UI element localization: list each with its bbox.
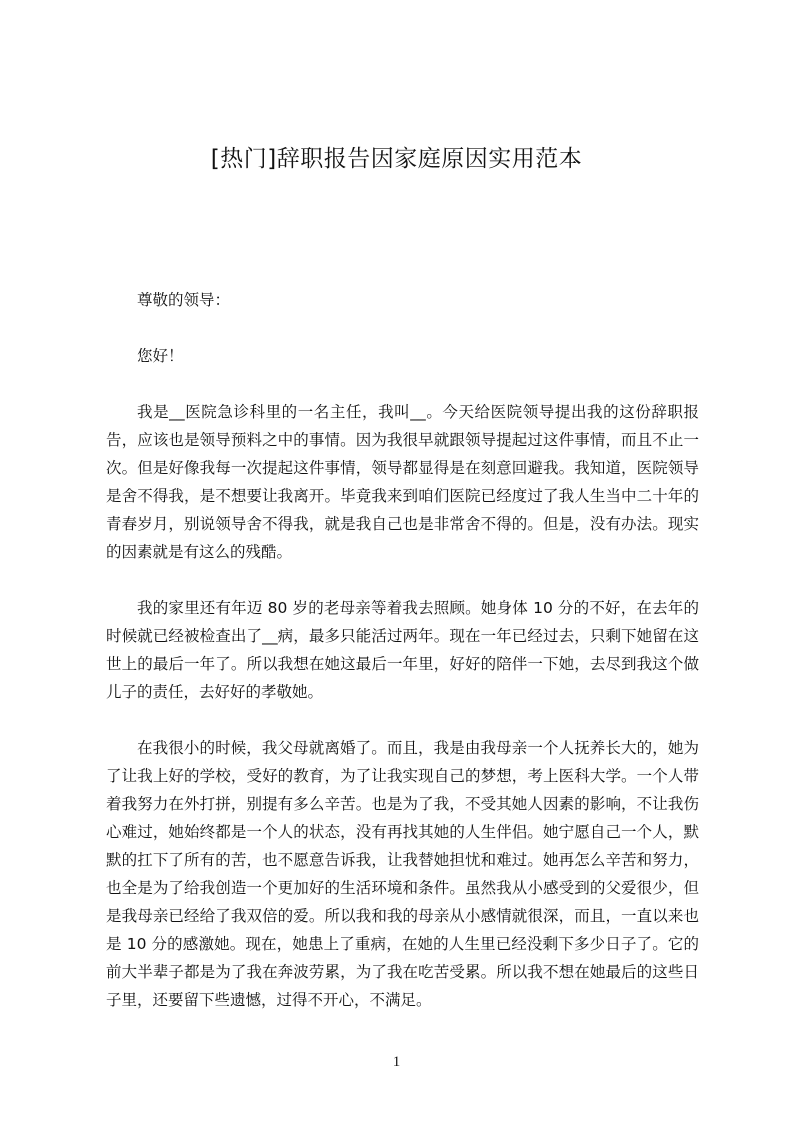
greeting: 您好！ <box>137 347 184 365</box>
document-title: [热门]辞职报告因家庭原因实用范本 <box>210 146 583 172</box>
body-paragraph-3: 在我很小的时候，我父母就离婚了。而且，我是由我母亲一个人抚养长大的，她为了让我上好的学校，受好的教育，为了让我实现自己的梦想，考上医科大学。一个人带着我努力在外打拼，别提有多么辛苦。也是为了我，不受其她人因素的影响，不让我伤心难过，她始终都是一个人的状态，没有再找其她的人生伴侣。她宁愿自己一个人，默默的扛下了所有的苦，也不愿意告诉我，让我替她担忧和难过。她再怎么辛苦和努力，也全是为了给我创造一个更加好的生活环境和条件。虽然我从小感受到的父爱很少，但是我母亲已经给了我双倍的爱。所以我和我的母亲从小感情就很深，而且，一直以来也是 10 分的感激她。现在，她患上了重病，在她的人生里已经没剩下多少日子了。它的前大半辈子都是为了我在奔波劳累，为了我在吃苦受累。所以我不想在她最后的这些日子里，还要留下些遗憾，过得不开心，不满足。 <box>106 739 699 1009</box>
body-paragraph-1: 我是__医院急诊科里的一名主任，我叫__。今天给医院领导提出我的这份辞职报告，应该也是领导预料之中的事情。因为我很早就跟领导提起过这件事情，而且不止一次。但是好像我每一次提起这件事情，领导都显得是在刻意回避我。我知道，医院领导是舍不得我，是不想要让我离开。毕竟我来到咱们医院已经度过了我人生当中二十年的青春岁月，别说领导舍不得我，就是我自己也是非常舍不得的。但是，没有办法。现实的因素就是有这么的残酷。 <box>106 403 699 561</box>
page-number: 1 <box>392 1054 401 1070</box>
salutation: 尊敬的领导： <box>137 291 231 309</box>
document-body <box>106 286 699 1042</box>
body-paragraph-2: 我的家里还有年迈 80 岁的老母亲等着我去照顾。她身体 10 分的不好，在去年的时候就已经被检查出了__病，最多只能活过两年。现在一年已经过去，只剩下她留在这世上的最后一年了。所以我想在她这最后一年里，好好的陪伴一下她，去尽到我这个做儿子的责任，去好好的孝敬她。 <box>106 599 699 701</box>
